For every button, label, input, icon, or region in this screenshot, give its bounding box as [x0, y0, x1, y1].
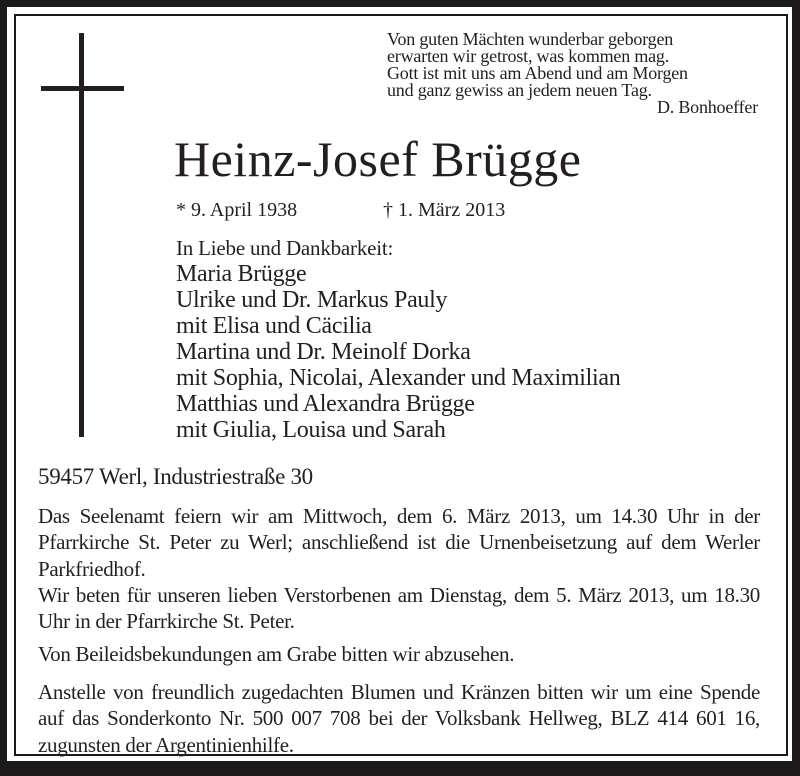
mourners-list [176, 261, 620, 443]
prayer-service-paragraph: Wir beten für unseren lieben Verstorbenen am Dienstag, dem 5. März 2013, um 18.30 Uhr in der Pfarrkirche St. Peter. [38, 583, 760, 634]
mourner-line: mit Giulia, Louisa und Sarah [176, 417, 446, 443]
mourner-line: Martina und Dr. Meinolf Dorka [176, 339, 471, 365]
mourner-line: mit Sophia, Nicolai, Alexander und Maximilian [176, 365, 621, 391]
quote-attribution: D. Bonhoeffer [656, 97, 758, 117]
mourner-line: mit Elisa und Cäcilia [176, 313, 372, 339]
birth-date: * 9. April 1938 [176, 199, 298, 221]
opening-quote [387, 31, 760, 116]
mourner-line: Matthias und Alexandra Brügge [176, 391, 475, 417]
mourner-line: Ulrike und Dr. Markus Pauly [176, 287, 448, 313]
quote-line: Von guten Mächten wunderbar geborgen [387, 29, 674, 49]
condolence-note: Von Beileidsbekundungen am Grabe bitten wir abzusehen. [38, 642, 515, 666]
funeral-service-paragraph: Das Seelenamt feiern wir am Mittwoch, dem 6. März 2013, um 14.30 Uhr in der Pfarrkirche St. Peter zu Werl; anschließend ist die Urnenbeisetzung auf dem Werler Parkfriedhof. [38, 504, 760, 581]
life-dates [176, 199, 506, 222]
mourner-line: Maria Brügge [176, 261, 307, 287]
death-date: † 1. März 2013 [383, 199, 506, 221]
quote-line: und ganz gewiss an jedem neuen Tag. [387, 80, 652, 100]
quote-line: Gott ist mit uns am Abend und am Morgen [387, 63, 688, 83]
deceased-name: Heinz-Josef Brügge [174, 131, 582, 187]
cross-vertical-bar [79, 33, 84, 437]
donation-paragraph: Anstelle von freundlich zugedachten Blumen und Kränzen bitten wir um eine Spende auf das Sonderkonto Nr. 500 007 708 bei der Volksbank Hellweg, BLZ 414 601 16, zugunsten der Argentinienhilfe. [38, 680, 760, 757]
quote-line: erwarten wir getrost, was kommen mag. [387, 46, 670, 66]
address: 59457 Werl, Industriestraße 30 [38, 464, 313, 489]
cross-horizontal-bar [41, 86, 124, 91]
mourning-intro: In Liebe und Dankbarkeit: [176, 236, 394, 260]
